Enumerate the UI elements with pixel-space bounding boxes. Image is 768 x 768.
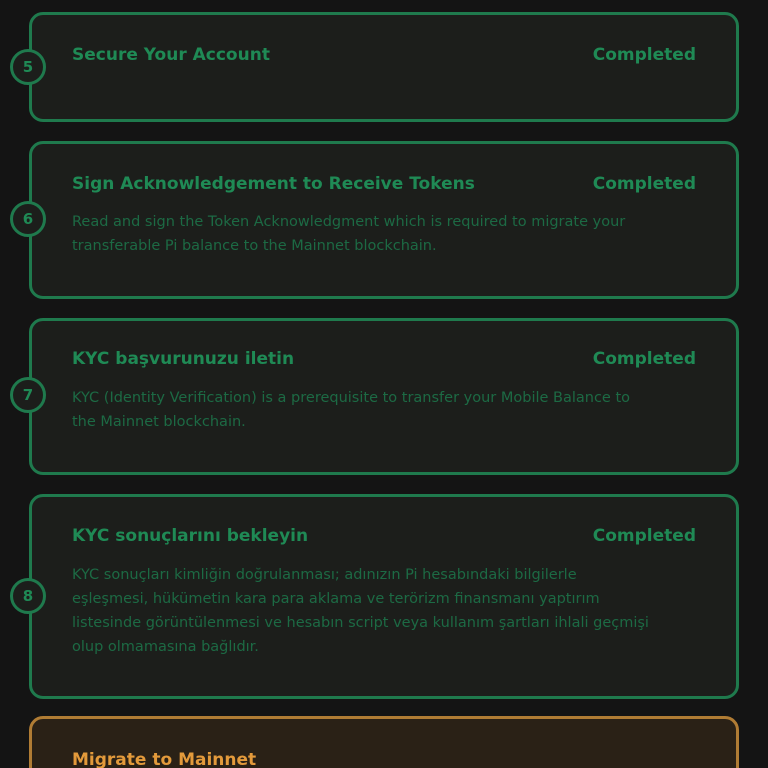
step-card-kyc-results[interactable] (29, 494, 739, 699)
step-card-kyc-submit[interactable] (29, 318, 739, 475)
step-title: KYC başvurunuzu iletin (72, 349, 295, 369)
step-description: KYC sonuçları kimliğin doğrulanması; adınızın Pi hesabındaki bilgilerle eşleşmesi, hükümetin kara para aklama ve terörizm finansmanı yaptırım listesinde görüntülenmesi ve hesabın script veya kullanım şartları ihlali geçmişi olup olmamasına bağlıdır. (72, 567, 649, 655)
step-card-migrate-mainnet[interactable] (29, 716, 739, 768)
step-description: Read and sign the Token Acknowledgment which is required to migrate your transferable Pi balance to the Mainnet blockchain. (72, 214, 626, 254)
step-card-sign-acknowledgement[interactable] (29, 141, 739, 299)
step-status-badge: Completed (592, 45, 696, 65)
step-status-badge: Completed (592, 349, 696, 369)
step-number-badge: 7 (10, 377, 46, 413)
step-title: KYC sonuçlarını bekleyin (72, 526, 309, 546)
step-status-badge: Completed (592, 174, 696, 194)
step-number-badge: 8 (10, 578, 46, 614)
step-status-badge: Completed (592, 526, 696, 546)
step-title: Secure Your Account (72, 45, 270, 65)
step-card-secure-account[interactable] (29, 12, 739, 122)
step-title: Sign Acknowledgement to Receive Tokens (72, 174, 475, 194)
step-title: Migrate to Mainnet (72, 750, 257, 768)
step-number-badge: 5 (10, 49, 46, 85)
step-description: KYC (Identity Verification) is a prerequisite to transfer your Mobile Balance to the Mainnet blockchain. (72, 390, 631, 430)
step-number-badge: 6 (10, 201, 46, 237)
